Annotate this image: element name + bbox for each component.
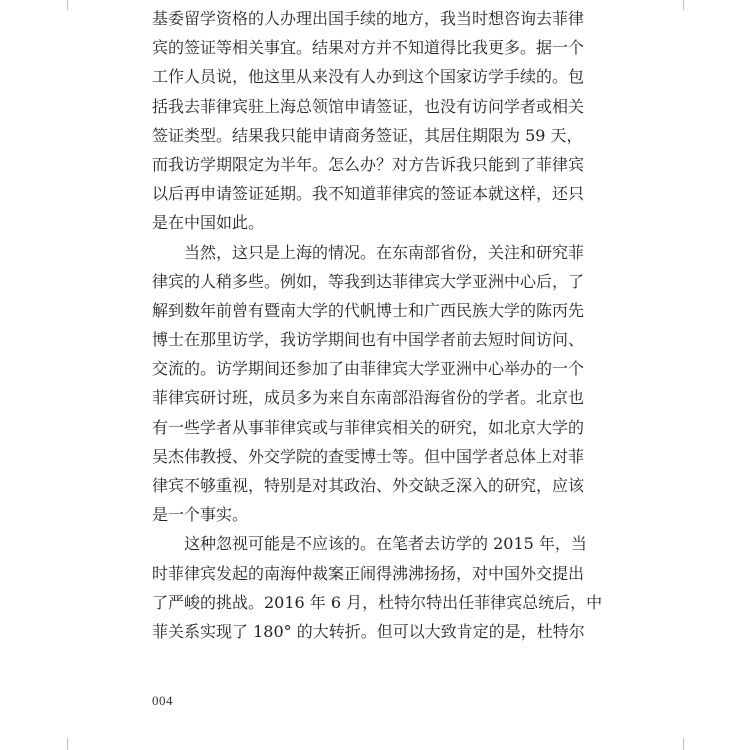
crop-mark-top-left xyxy=(67,0,68,10)
crop-mark-top-right xyxy=(683,0,684,10)
text-line: 基委留学资格的人办理出国手续的地方，我当时想咨询去菲律 xyxy=(152,9,585,28)
text-line: 这种忽视可能是不应该的。在笔者去访学的 2015 年，当 xyxy=(152,534,587,554)
text-line: 宾的签证等相关事宜。结果对方并不知道得比我更多。据一个 xyxy=(152,38,585,58)
text-line: 了严峻的挑战。2016 年 6 月，杜特尔特出任菲律宾总统后，中 xyxy=(152,592,603,612)
text-line: 是一个事实。 xyxy=(152,505,249,525)
text-line: 工作人员说，他这里从来没有人办到这个国家访学手续的。包 xyxy=(152,67,585,87)
text-line: 交流的。访学期间还参加了由菲律宾大学亚洲中心举办的一个 xyxy=(152,359,585,379)
text-line: 吴杰伟教授、外交学院的查雯博士等。但中国学者总体上对菲 xyxy=(152,446,585,466)
crop-mark-bottom-right xyxy=(683,738,684,750)
text-line: 是在中国如此。 xyxy=(152,213,265,233)
text-line: 有一些学者从事菲律宾或与菲律宾相关的研究，如北京大学的 xyxy=(152,417,585,437)
text-line: 律宾的人稍多些。例如，等我到达菲律宾大学亚洲中心后，了 xyxy=(152,271,585,291)
text-line: 解到数年前曾有暨南大学的代帆博士和广西民族大学的陈丙先 xyxy=(152,300,585,320)
text-line: 当然，这只是上海的情况。在东南部省份，关注和研究菲 xyxy=(152,242,585,262)
text-line: 签证类型。结果我只能申请商务签证，其居住期限为 59 天， xyxy=(152,125,583,145)
text-line: 菲律宾研讨班，成员多为来自东南部沿海省份的学者。北京也 xyxy=(152,388,585,408)
text-line: 菲关系实现了 180° 的大转折。但可以大致肯定的是，杜特尔 xyxy=(152,621,585,641)
page-number: 004 xyxy=(152,693,173,708)
text-line: 律宾不够重视，特别是对其政治、外交缺乏深入的研究，应该 xyxy=(152,476,585,495)
crop-mark-bottom-left xyxy=(67,738,68,750)
text-line: 以后再申请签证延期。我不知道菲律宾的签证本就这样，还只 xyxy=(152,184,585,204)
text-line: 时菲律宾发起的南海仲裁案正闹得沸沸扬扬，对中国外交提出 xyxy=(152,563,585,583)
text-line: 括我去菲律宾驻上海总领馆申请签证，也没有访问学者或相关 xyxy=(152,96,585,116)
text-line: 博士在那里访学，我访学期间也有中国学者前去短时间访问、 xyxy=(152,330,585,350)
text-line: 而我访学期限定为半年。怎么办？对方告诉我只能到了菲律宾 xyxy=(152,154,585,174)
body-text xyxy=(152,4,603,646)
